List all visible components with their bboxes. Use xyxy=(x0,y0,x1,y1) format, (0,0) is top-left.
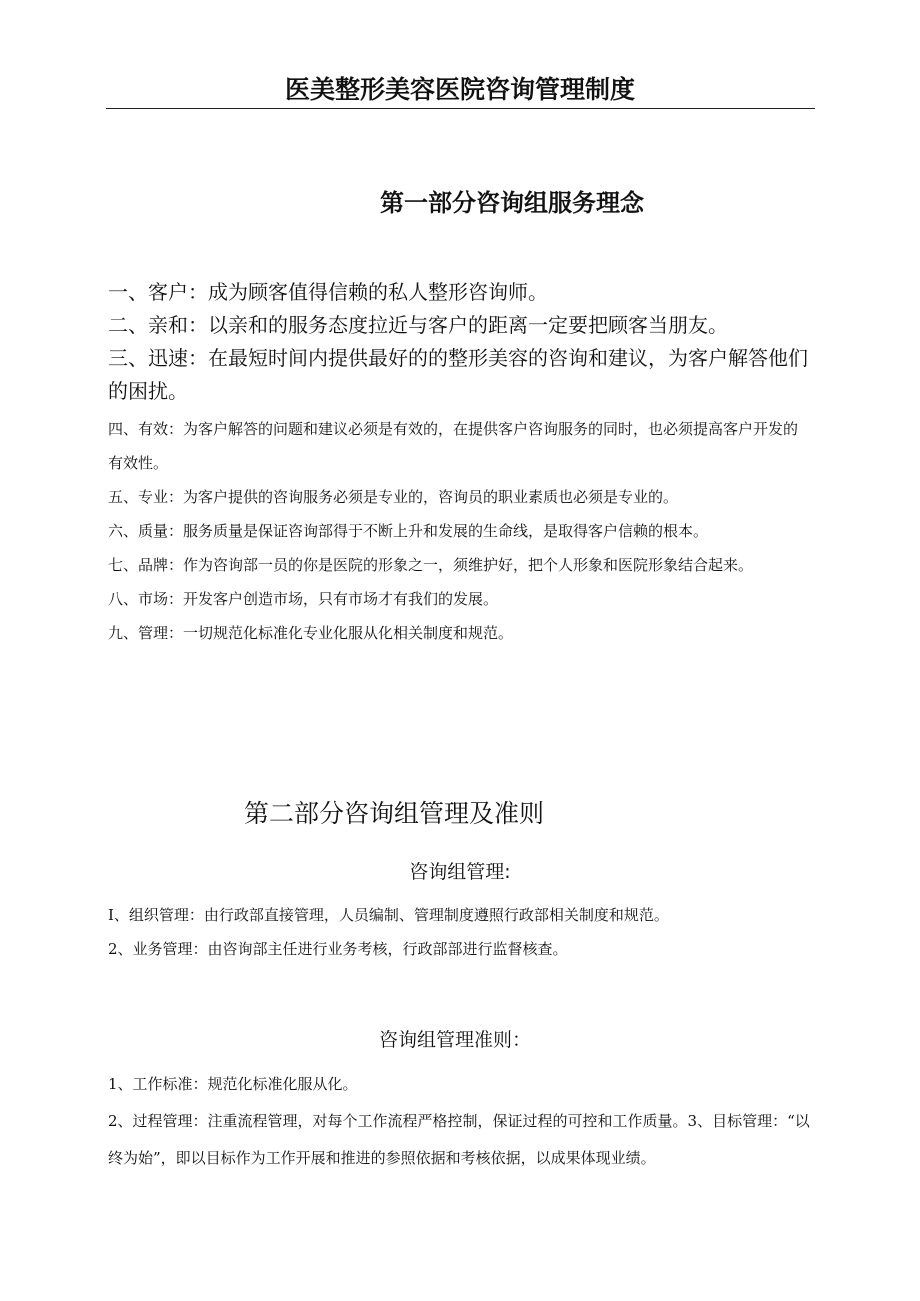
rules-list xyxy=(108,1066,810,1177)
management-list xyxy=(108,898,810,966)
list-item: 二、亲和：以亲和的服务态度拉近与客户的距离一定要把顾客当朋友。 xyxy=(108,313,728,337)
list-item: 五、专业：为客户提供的咨询服务必须是专业的，咨询员的职业素质也必须是专业的。 xyxy=(108,488,679,506)
list-item: I、组织管理：由行政部直接管理，人员编制、管理制度遵照行政部相关制度和规范。 xyxy=(108,906,669,924)
list-item: 九、管理：一切规范化标准化专业化服从化相关制度和规范。 xyxy=(108,624,514,642)
title-divider xyxy=(106,108,815,109)
list-item: 七、品牌：作为咨询部一员的你是医院的形象之一，须维护好，把个人形象和医院形象结合起来。 xyxy=(108,556,754,574)
management-subheading: 咨询组管理: xyxy=(409,861,511,883)
rules-subheading: 咨询组管理准则： xyxy=(378,1029,531,1051)
list-item: 1、工作标准：规范化标准化服从化。 xyxy=(108,1075,358,1093)
part1-large-list xyxy=(108,276,808,408)
list-item: 四、有效：为客户解答的问题和建议必须是有效的，在提供客户咨询服务的同时，也必须提高客户开发的有效性。 xyxy=(108,420,799,472)
list-item: 2、过程管理：注重流程管理，对每个工作流程严格控制，保证过程的可控和工作质量。3、目标管理：“以终为始”，即以目标作为工作开展和推进的参照依据和考核依据，以成果体现业绩。 xyxy=(108,1112,810,1167)
list-item: 2、业务管理：由咨询部主任进行业务考核，行政部部进行监督核查。 xyxy=(108,940,568,958)
list-item: 三、迅速：在最短时间内提供最好的的整形美容的咨询和建议，为客户解答他们的困扰。 xyxy=(108,346,808,403)
part1-heading: 第一部分咨询组服务理念 xyxy=(380,189,644,217)
list-item: 一、客户：成为顾客值得信赖的私人整形咨询师。 xyxy=(108,280,548,304)
document-title: 医美整形美容医院咨询管理制度 xyxy=(284,75,635,104)
part1-small-list xyxy=(108,412,810,650)
part2-heading: 第二部分咨询组管理及准则 xyxy=(244,799,545,828)
list-item: 六、质量：服务质量是保证咨询部得于不断上升和发展的生命线，是取得客户信赖的根本。 xyxy=(108,522,709,540)
list-item: 八、市场：开发客户创造市场，只有市场才有我们的发展。 xyxy=(108,590,499,608)
